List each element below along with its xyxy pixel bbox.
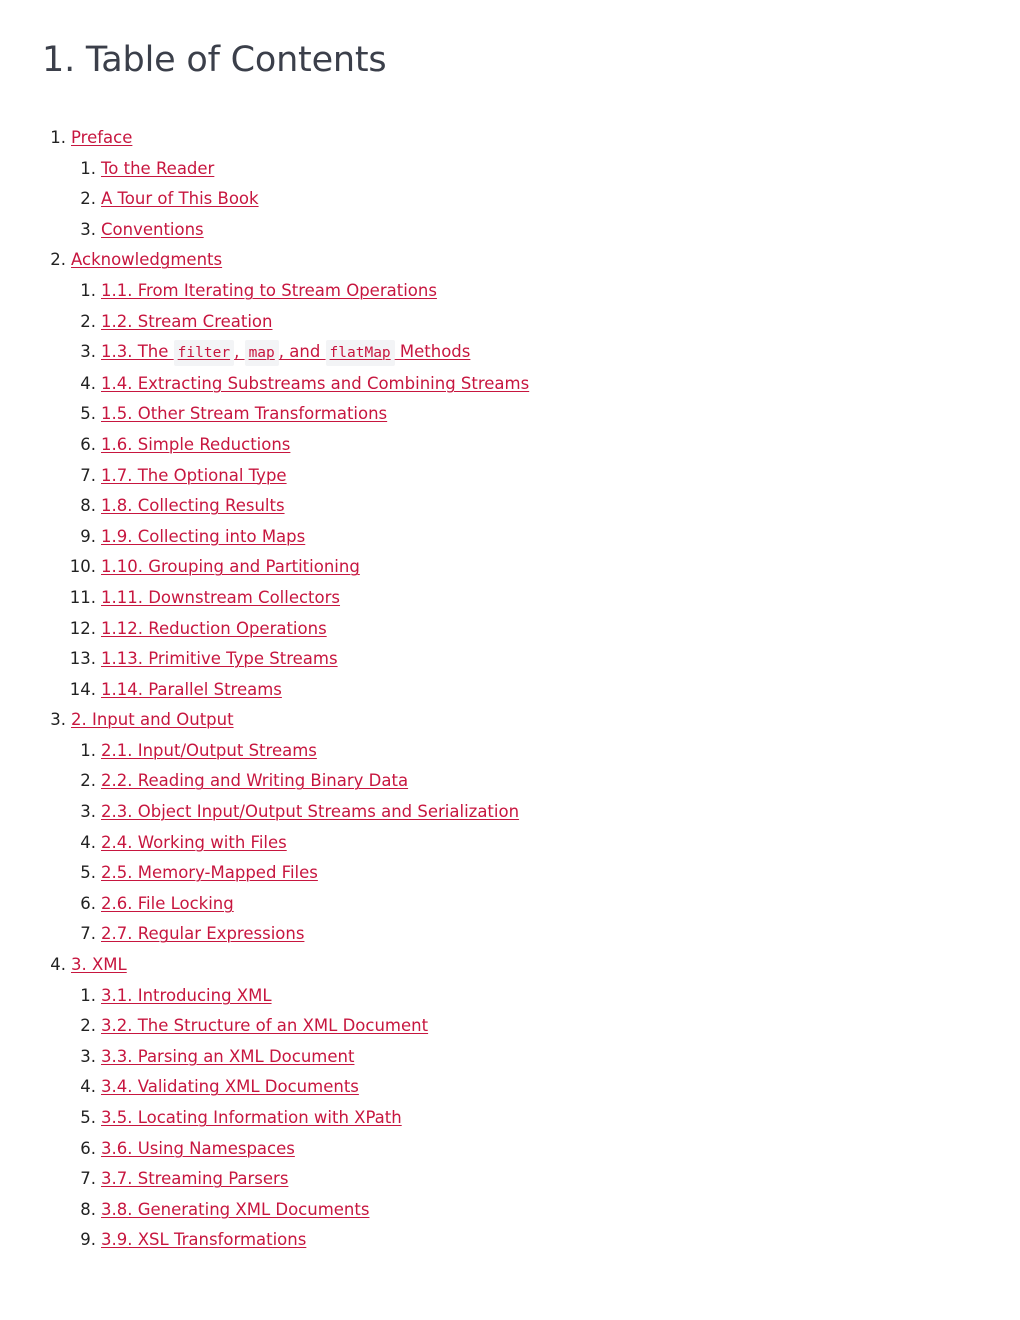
toc-subsection: [42, 1103, 1020, 1134]
toc-number: 4.: [50, 955, 66, 975]
toc-number: 7.: [80, 465, 96, 485]
toc-subsection: [42, 461, 1020, 492]
table-of-contents: [42, 123, 1020, 1256]
toc-subsection: [42, 675, 1020, 706]
toc-link[interactable]: 1.6. Simple Reductions: [101, 434, 291, 454]
toc-row: [42, 1103, 1020, 1134]
toc-number: 1.: [80, 740, 96, 760]
toc-sublist: [42, 981, 1020, 1256]
toc-subsection: [42, 828, 1020, 859]
toc-link[interactable]: 1.10. Grouping and Partitioning: [101, 557, 360, 577]
toc-subsection: [42, 307, 1020, 338]
toc-subsection: [42, 858, 1020, 889]
toc-link[interactable]: 2.2. Reading and Writing Binary Data: [101, 771, 409, 791]
code-term: flatMap: [326, 340, 395, 366]
toc-number: 3.: [80, 342, 96, 362]
toc-row: [42, 399, 1020, 430]
toc-section: [42, 950, 1020, 1256]
toc-subsection: [42, 644, 1020, 675]
toc-sublist: [42, 276, 1020, 705]
toc-subsection: [42, 215, 1020, 246]
link-text: Methods: [394, 342, 471, 362]
toc-number: 3.: [50, 710, 66, 730]
toc-row: [42, 307, 1020, 338]
toc-subsection: [42, 614, 1020, 645]
toc-subsection: [42, 184, 1020, 215]
toc-link[interactable]: 1.8. Collecting Results: [101, 496, 285, 516]
toc-link[interactable]: 2.4. Working with Files: [101, 832, 287, 852]
toc-subsection: [42, 369, 1020, 400]
toc-row: [42, 1134, 1020, 1165]
toc-subsection: [42, 552, 1020, 583]
toc-row: [42, 766, 1020, 797]
toc-number: 1.: [80, 985, 96, 1005]
toc-subsection: [42, 1164, 1020, 1195]
toc-row: [42, 1225, 1020, 1256]
toc-number: 2.: [50, 250, 66, 270]
toc-row: [42, 123, 1020, 154]
toc-link[interactable]: 3.1. Introducing XML: [101, 985, 272, 1005]
toc-link[interactable]: 1.5. Other Stream Transformations: [101, 404, 388, 424]
toc-link[interactable]: 3.9. XSL Transformations: [101, 1230, 307, 1250]
link-text: ,: [234, 342, 245, 362]
toc-row: [42, 950, 1020, 981]
toc-sublist: [42, 736, 1020, 950]
toc-subsection: [42, 1042, 1020, 1073]
toc-number: 3.: [80, 802, 96, 822]
toc-link[interactable]: 2.3. Object Input/Output Streams and Serialization: [101, 802, 520, 822]
toc-row: [42, 614, 1020, 645]
toc-number: 1.: [80, 158, 96, 178]
toc-row: [42, 369, 1020, 400]
toc-subsection: [42, 981, 1020, 1012]
toc-row: [42, 184, 1020, 215]
toc-link[interactable]: [101, 342, 470, 361]
toc-number: 9.: [80, 1230, 96, 1250]
toc-link[interactable]: 1.14. Parallel Streams: [101, 679, 282, 699]
toc-link[interactable]: Acknowledgments: [71, 250, 223, 270]
toc-subsection: [42, 766, 1020, 797]
toc-row: [42, 828, 1020, 859]
toc-row: [42, 430, 1020, 461]
toc-number: 5.: [80, 863, 96, 883]
toc-row: [42, 461, 1020, 492]
toc-subsection: [42, 583, 1020, 614]
toc-number: 10.: [69, 557, 96, 577]
toc-link[interactable]: 2. Input and Output: [71, 710, 234, 730]
toc-number: 4.: [80, 1077, 96, 1097]
toc-link[interactable]: 1.4. Extracting Substreams and Combining Streams: [101, 373, 530, 393]
toc-link[interactable]: 1.9. Collecting into Maps: [101, 526, 306, 546]
toc-subsection: [42, 889, 1020, 920]
toc-number: 7.: [80, 924, 96, 944]
toc-link[interactable]: 1.13. Primitive Type Streams: [101, 649, 338, 669]
toc-row: [42, 675, 1020, 706]
toc-number: 14.: [69, 679, 96, 699]
toc-number: 8.: [80, 496, 96, 516]
toc-sublist: [42, 154, 1020, 246]
toc-number: 2.: [80, 1016, 96, 1036]
toc-row: [42, 583, 1020, 614]
toc-link[interactable]: 3.6. Using Namespaces: [101, 1138, 295, 1158]
toc-subsection: [42, 1072, 1020, 1103]
link-text: , and: [278, 342, 326, 362]
toc-link[interactable]: A Tour of This Book: [101, 189, 259, 209]
toc-row: [42, 919, 1020, 950]
page-title: 1. Table of Contents: [42, 40, 387, 80]
toc-subsection: [42, 736, 1020, 767]
toc-number: 1.: [80, 280, 96, 300]
toc-section: [42, 245, 1020, 705]
toc-section: [42, 123, 1020, 245]
toc-row: [42, 552, 1020, 583]
toc-row: [42, 1011, 1020, 1042]
toc-row: [42, 736, 1020, 767]
toc-row: [42, 215, 1020, 246]
toc-number: 6.: [80, 1138, 96, 1158]
toc-row: [42, 858, 1020, 889]
toc-link[interactable]: 2.6. File Locking: [101, 893, 234, 913]
toc-link[interactable]: 3.7. Streaming Parsers: [101, 1169, 289, 1189]
code-term: map: [245, 340, 279, 366]
toc-section: [42, 705, 1020, 950]
toc-row: [42, 522, 1020, 553]
toc-number: 6.: [80, 434, 96, 454]
toc-number: 4.: [80, 373, 96, 393]
toc-number: 9.: [80, 526, 96, 546]
code-term: filter: [174, 340, 234, 366]
link-text: 1.3. The: [101, 342, 174, 362]
toc-number: 1.: [50, 128, 66, 147]
toc-subsection: [42, 154, 1020, 185]
toc-number: 3.: [80, 219, 96, 239]
toc-subsection: [42, 522, 1020, 553]
toc-number: 4.: [80, 832, 96, 852]
toc-link[interactable]: 3.2. The Structure of an XML Document: [101, 1016, 429, 1036]
toc-link[interactable]: 1.2. Stream Creation: [101, 311, 273, 331]
toc-link[interactable]: 2.1. Input/Output Streams: [101, 740, 317, 760]
toc-row: [42, 1042, 1020, 1073]
toc-number: 3.: [80, 1046, 96, 1066]
toc-number: 12.: [69, 618, 96, 638]
toc-row: [42, 1195, 1020, 1226]
toc-link[interactable]: 1.7. The Optional Type: [101, 465, 287, 485]
toc-row: [42, 276, 1020, 307]
toc-link[interactable]: 1.11. Downstream Collectors: [101, 587, 341, 607]
toc-link[interactable]: 3.5. Locating Information with XPath: [101, 1108, 402, 1127]
toc-row: [42, 1072, 1020, 1103]
toc-row: [42, 337, 1020, 369]
toc-link[interactable]: Preface: [71, 128, 133, 147]
toc-link[interactable]: 1.12. Reduction Operations: [101, 618, 327, 638]
toc-number: 2.: [80, 771, 96, 791]
toc-number: 7.: [80, 1169, 96, 1189]
toc-subsection: [42, 1195, 1020, 1226]
toc-number: 6.: [80, 893, 96, 913]
toc-link[interactable]: 3. XML: [71, 955, 127, 975]
toc-subsection: [42, 276, 1020, 307]
toc-number: 5.: [80, 1108, 96, 1127]
toc-number: 13.: [69, 649, 96, 669]
toc-row: [42, 491, 1020, 522]
toc-row: [42, 1164, 1020, 1195]
toc-subsection: [42, 797, 1020, 828]
toc-row: [42, 889, 1020, 920]
toc-link[interactable]: To the Reader: [101, 158, 215, 178]
toc-link[interactable]: 2.5. Memory-Mapped Files: [101, 863, 318, 883]
toc-number: 2.: [80, 189, 96, 209]
toc-number: 2.: [80, 311, 96, 331]
toc-subsection: [42, 399, 1020, 430]
toc-row: [42, 245, 1020, 276]
toc-subsection: [42, 1225, 1020, 1256]
toc-row: [42, 154, 1020, 185]
toc-link[interactable]: 1.1. From Iterating to Stream Operations: [101, 280, 437, 300]
toc-subsection: [42, 1011, 1020, 1042]
toc-row: [42, 644, 1020, 675]
toc-link[interactable]: Conventions: [101, 219, 204, 239]
toc-link[interactable]: 3.8. Generating XML Documents: [101, 1199, 370, 1219]
toc-number: 11.: [69, 587, 96, 607]
toc-row: [42, 797, 1020, 828]
toc-row: [42, 981, 1020, 1012]
toc-number: 5.: [80, 404, 96, 424]
toc-subsection: [42, 430, 1020, 461]
toc-row: [42, 705, 1020, 736]
toc-link[interactable]: 2.7. Regular Expressions: [101, 924, 305, 944]
toc-subsection: [42, 1134, 1020, 1165]
toc-subsection: [42, 337, 1020, 369]
toc-link[interactable]: 3.4. Validating XML Documents: [101, 1077, 359, 1097]
toc-subsection: [42, 919, 1020, 950]
toc-link[interactable]: 3.3. Parsing an XML Document: [101, 1046, 355, 1066]
toc-number: 8.: [80, 1199, 96, 1219]
toc-subsection: [42, 491, 1020, 522]
